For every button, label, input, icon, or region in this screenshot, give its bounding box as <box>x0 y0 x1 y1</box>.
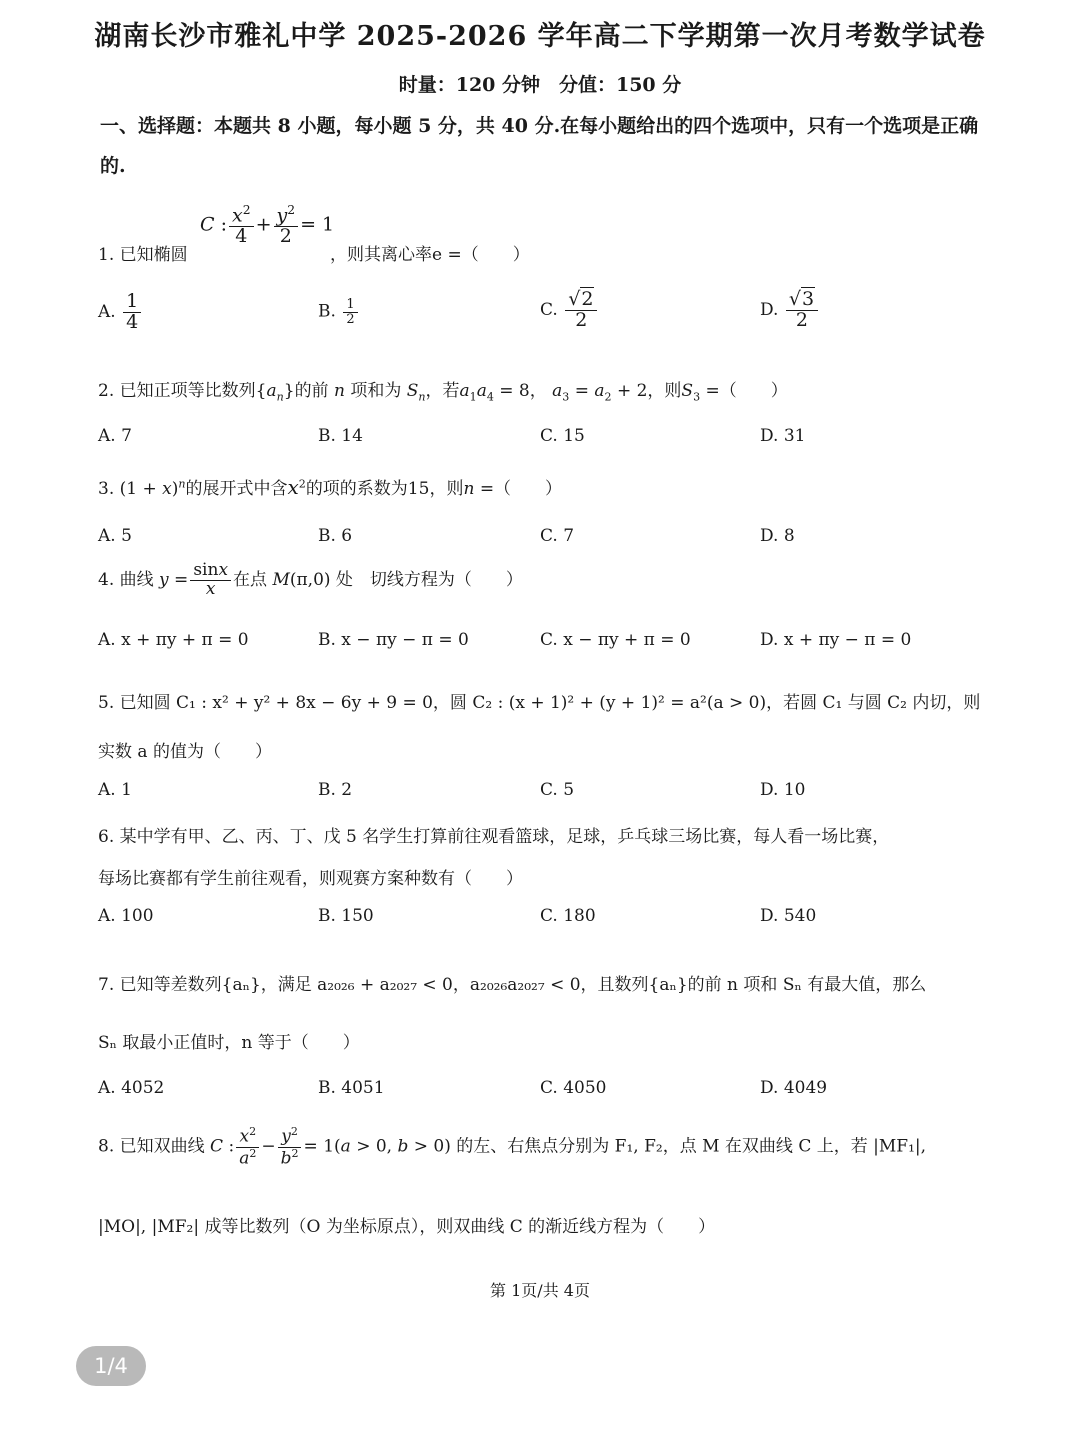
q3-option-c: C. 7 <box>540 526 575 546</box>
page-footer: 第 1页/共 4页 <box>490 1281 590 1300</box>
q5-option-b: B. 2 <box>318 780 353 800</box>
exam-title: 湖南长沙市雅礼中学 2025-2026 学年高二下学期第一次月考数学试卷 <box>94 21 986 52</box>
q4-option-b: B. x − πy − π = 0 <box>318 630 469 650</box>
q4-option-a: A. x + πy + π = 0 <box>98 630 249 650</box>
q7-option-c: C. 4050 <box>540 1078 607 1098</box>
exam-subtitle: 时量：120 分钟 分值：150 分 <box>398 74 682 96</box>
q7-line-2: Sₙ 取最小正值时，n 等于（ ） <box>98 1033 360 1053</box>
q8-line-2: |MO|, |MF₂| 成等比数列（O 为坐标原点），则双曲线 C 的渐近线方程为（ ） <box>98 1217 716 1237</box>
section-heading: 一、选择题：本题共 8 小题，每小题 5 分，共 40 分.在每小题给出的四个选项中，只有一个选项是正确的. <box>100 115 979 177</box>
q5-line-2: 实数 a 的值为（ ） <box>98 742 272 762</box>
q1-text-end: ，则其离心率e =（ ） <box>330 245 530 265</box>
q2-option-b: B. 14 <box>318 426 363 446</box>
q3-option-b: B. 6 <box>318 526 353 546</box>
q2-option-a: A. 7 <box>98 426 132 446</box>
q4-option-d: D. x + πy − π = 0 <box>760 630 912 650</box>
q2-option-d: D. 31 <box>760 426 806 446</box>
q1-option-d: D. $\frac{√3}{2}$ <box>760 290 820 331</box>
q5-option-c: C. 5 <box>540 780 575 800</box>
q1-text: 1. 已知椭圆 <box>98 245 188 265</box>
q1-option-b: B. $\frac{1}{2}$ <box>318 298 360 326</box>
q5-option-d: D. 10 <box>760 780 806 800</box>
q3-option-a: A. 5 <box>98 526 132 546</box>
q6-line-1: 6. 某中学有甲、乙、丙、丁、戊 5 名学生打算前往观看篮球，足球，乒乓球三场比赛，每人看一场比赛， <box>98 827 890 847</box>
q3-option-d: D. 8 <box>760 526 795 546</box>
q6-line-2: 每场比赛都有学生前往观看，则观赛方案种数有（ ） <box>98 869 523 889</box>
q4-option-c: C. x − πy + π = 0 <box>540 630 691 650</box>
q7-option-b: B. 4051 <box>318 1078 385 1098</box>
q5-line-1: 5. 已知圆 C₁ : x² + y² + 8x − 6y + 9 = 0，圆 C₂ : (x + 1)² + (y + 1)² = a²(a > 0)，若圆 C₁ 与圆 C₂ 内切，则 <box>98 693 981 713</box>
q6-option-a: A. 100 <box>98 906 154 926</box>
q2-option-c: C. 15 <box>540 426 585 446</box>
q6-option-b: B. 150 <box>318 906 374 926</box>
q6-option-c: C. 180 <box>540 906 596 926</box>
q3-text: 3. $(1 + x)^n$的展开式中含$x^2$的项的系数为15，则n =（ ） <box>98 475 563 499</box>
q8-line-1: 8. 已知双曲线 C : $\frac{x^2}{a^2}$ − $\frac{y^2}{b^2}$ = 1(a > 0, b > 0) 的左、右焦点分别为 F₁, F₂，点 M 在双曲线 C 上，若 |MF₁|, <box>98 1125 927 1169</box>
page-indicator[interactable]: 1/4 <box>76 1346 146 1386</box>
q1-option-c: C. $\frac{√2}{2}$ <box>540 290 599 331</box>
q7-option-d: D. 4049 <box>760 1078 828 1098</box>
q6-option-d: D. 540 <box>760 906 817 926</box>
q5-option-a: A. 1 <box>98 780 132 800</box>
q7-line-1: 7. 已知等差数列{aₙ}，满足 a₂₀₂₆ + a₂₀₂₇ < 0，a₂₀₂₆a₂₀₂₇ < 0，且数列{aₙ}的前 n 项和 Sₙ 有最大值，那么 <box>98 975 927 995</box>
q7-option-a: A. 4052 <box>98 1078 165 1098</box>
q4-text: 4. 曲线 y = $\frac{\sin x}{x}$ 在点 M(π,0) 处 切线方程为（ ） <box>98 560 523 599</box>
q2-text: 2. 已知正项等比数列$\{a_n\}$的前 n 项和为 $S_n$，若$a_1a_4 = 8$， $a_3 = a_2 + 2$，则$S_3$ =（ ） <box>98 381 788 404</box>
q1-ellipse-formula: C : $\frac{x^2}{4}$ + $\frac{y^2}{2}$ = 1 <box>200 203 335 248</box>
q1-option-a: A. $\frac{1}{4}$ <box>98 292 143 333</box>
